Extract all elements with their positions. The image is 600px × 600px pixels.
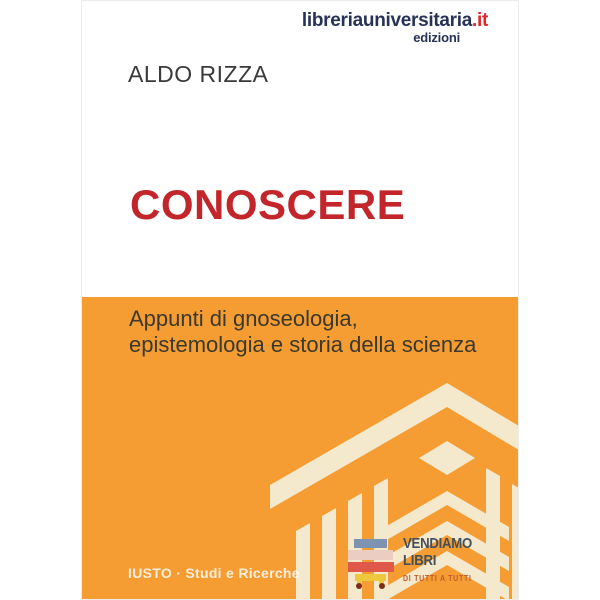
book-subtitle xyxy=(129,306,476,358)
book-title: CONOSCERE xyxy=(130,181,406,228)
badge-line-libri: LIBRI xyxy=(403,552,437,569)
book-cover xyxy=(81,0,519,600)
publisher-brand-tld: .it xyxy=(472,10,488,31)
publisher-logo xyxy=(302,11,488,44)
author-name: ALDO RIZZA xyxy=(128,61,269,87)
publisher-tagline: edizioni xyxy=(413,30,460,45)
publisher-brand xyxy=(302,11,488,30)
vendiamo-libri-badge xyxy=(348,535,481,589)
badge-text xyxy=(403,535,472,589)
badge-line-motto: DI TUTTI A TUTTI xyxy=(403,574,472,583)
badge-line-vendiamo: VENDIAMO xyxy=(403,535,473,552)
series-label: IUSTO · Studi e Ricerche xyxy=(128,565,300,581)
cover-orange-band xyxy=(82,297,519,600)
subtitle-line-2: epistemologia e storia della scienza xyxy=(129,332,477,357)
book-cart-icon xyxy=(348,535,394,589)
subtitle-line-1: Appunti di gnoseologia, xyxy=(129,306,358,331)
publisher-brand-name: libreriauniversitaria xyxy=(301,10,472,31)
